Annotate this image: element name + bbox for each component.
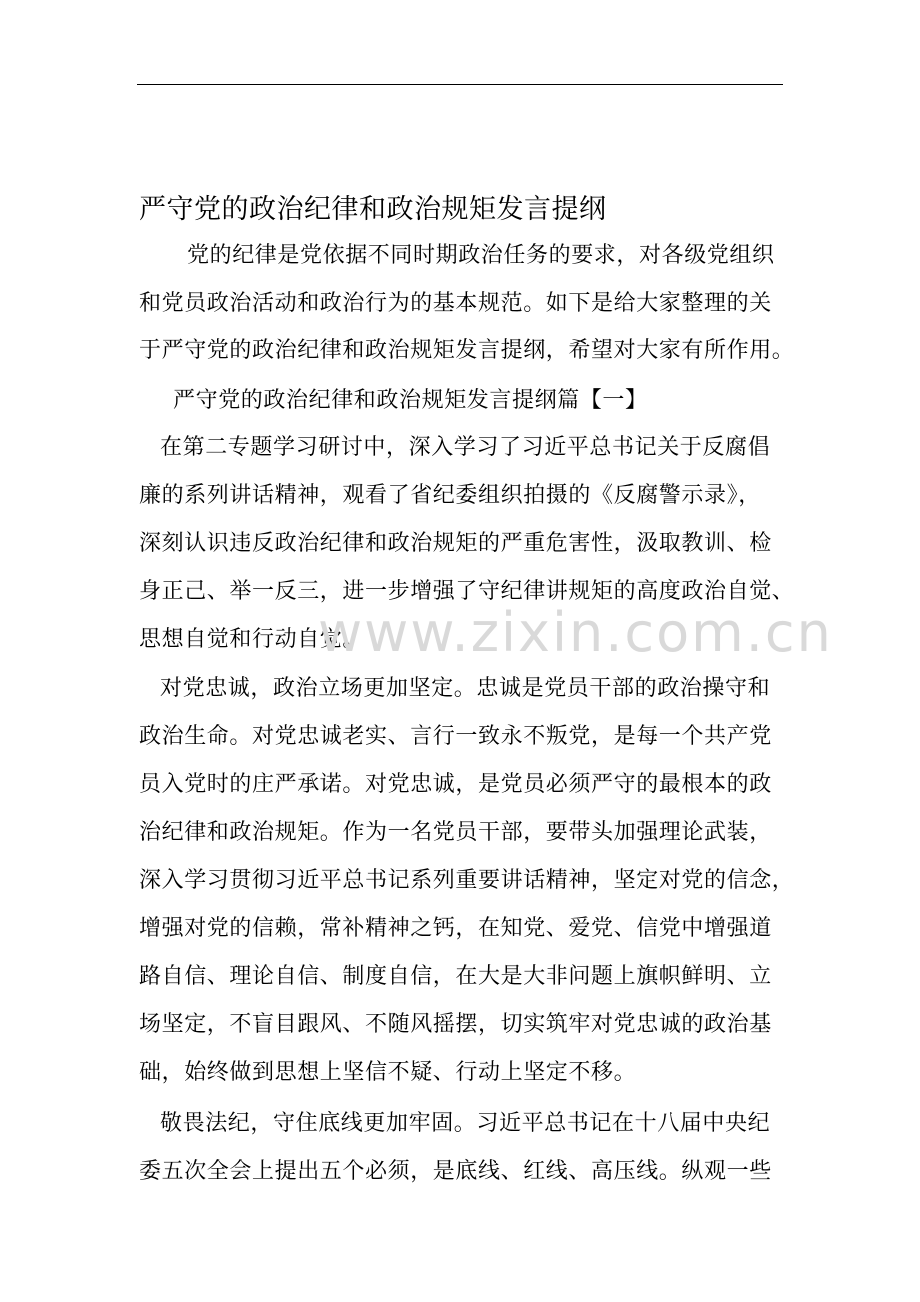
paragraph-line: 和党员政治活动和政治行为的基本规范。如下是给大家整理的关 [139,291,772,316]
paragraph-line: 增强对党的信赖，常补精神之钙，在知党、爱党、信党中增强道 [139,916,772,941]
paragraph-line: 深刻认识违反政治纪律和政治规矩的严重危害性，汲取教训、检 [139,531,772,556]
section-heading: 严守党的政治纪律和政治规矩发言提纲篇【一】 [173,388,648,413]
watermark: www.zixin.com.cn [318,601,833,664]
paragraph-line: 敬畏法纪，守住底线更加牢固。习近平总书记在十八届中央纪 [160,1111,771,1136]
paragraph-line: 思想自觉和行动自觉。 [139,627,366,652]
paragraph-line: 深入学习贯彻习近平总书记系列重要讲话精神，坚定对党的信念， [139,868,795,893]
header-rule [137,84,783,85]
paragraph-line: 党的纪律是党依据不同时期政治任务的要求，对各级党组织 [187,243,775,268]
paragraph-line: 于严守党的政治纪律和政治规矩发言提纲，希望对大家有所作用。 [139,338,795,363]
paragraph-line: 场坚定，不盲目跟风、不随风摇摆，切实筑牢对党忠诚的政治基 [139,1012,772,1037]
paragraph-line: 委五次全会上提出五个必须，是底线、红线、高压线。纵观一些 [139,1159,772,1184]
document-title: 严守党的政治纪律和政治规矩发言提纲 [139,194,607,225]
paragraph-line: 身正己、举一反三，进一步增强了守纪律讲规矩的高度政治自觉、 [139,579,795,604]
paragraph-line: 础，始终做到思想上坚信不疑、行动上坚定不移。 [139,1060,637,1085]
paragraph-line: 廉的系列讲话精神，观看了省纪委组织拍摄的《反腐警示录》， [139,483,761,508]
paragraph-line: 路自信、理论自信、制度自信，在大是大非问题上旗帜鲜明、立 [139,964,772,989]
paragraph-line: 治纪律和政治规矩。作为一名党员干部，要带头加强理论武装， [139,820,772,845]
paragraph-line: 对党忠诚，政治立场更加坚定。忠诚是党员干部的政治操守和 [160,676,771,701]
paragraph-line: 政治生命。对党忠诚老实、言行一致永不叛党，是每一个共产党 [139,724,772,749]
paragraph-line: 在第二专题学习研讨中，深入学习了习近平总书记关于反腐倡 [160,435,771,460]
paragraph-line: 员入党时的庄严承诺。对党忠诚，是党员必须严守的最根本的政 [139,772,772,797]
